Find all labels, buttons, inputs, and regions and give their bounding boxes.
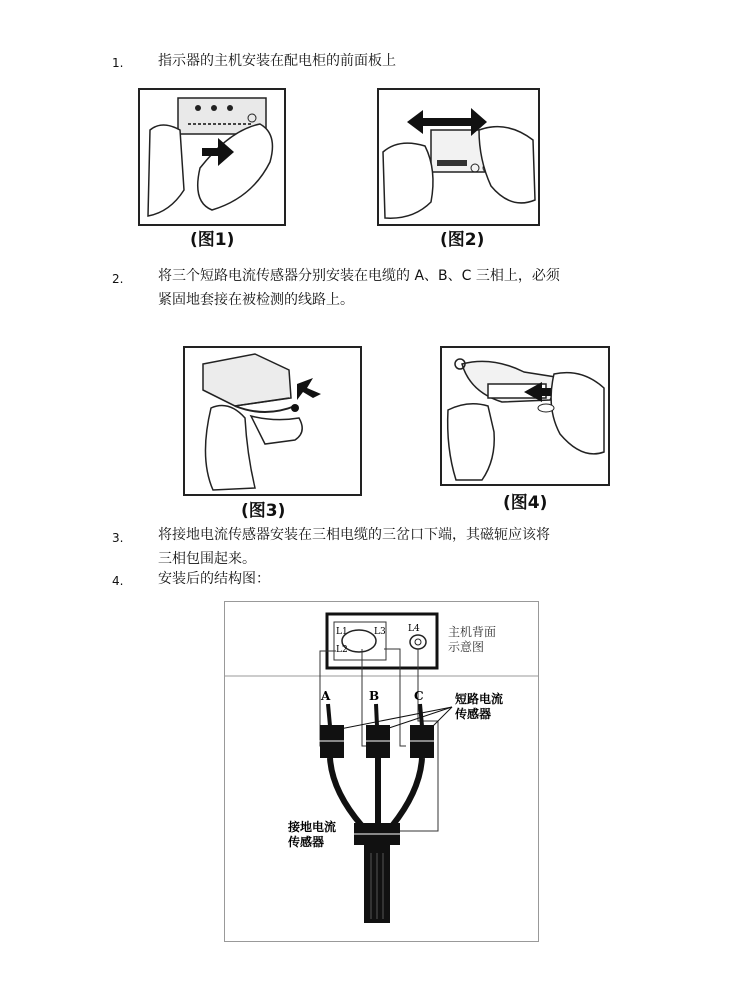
figure-3-photo [183,346,362,496]
step-2-text-line-2: 紧固地套接在被检测的线路上。 [158,292,354,308]
step-3-text-line-1: 将接地电流传感器安装在三相电缆的三岔口下端，其磁轭应该将 [158,527,550,543]
step-1-text: 指示器的主机安装在配电柜的前面板上 [158,53,396,69]
port-l2-label: L2 [336,645,348,655]
figure-4-caption: (图4) [503,493,548,513]
figure-2-caption: (图2) [440,230,485,250]
figure-4-photo [440,346,610,486]
port-l4-label: L4 [408,624,420,634]
figure-3-caption: (图3) [241,501,286,521]
step-1-number: 1. [112,56,124,70]
step-4-number: 4. [112,574,124,588]
structure-diagram [224,601,539,942]
ground-sensor-label-line-2: 传感器 [288,835,325,849]
short-sensor-label-line-2: 传感器 [455,707,492,721]
figure-2-photo [377,88,540,226]
port-l1-label: L1 [336,627,348,637]
panel-label-line-2: 示意图 [448,640,485,654]
step-2-text-line-1: 将三个短路电流传感器分别安装在电缆的 A、B、C 三相上，必须 [158,268,560,284]
phase-a-label: A [321,689,331,703]
phase-c-label: C [414,689,424,703]
port-l3-label: L3 [374,627,386,637]
ground-sensor-label-line-1: 接地电流 [288,820,337,834]
short-sensor-label-line-1: 短路电流 [455,692,504,706]
panel-label-line-1: 主机背面 [448,625,497,639]
figure-1-photo [138,88,286,226]
step-3-number: 3. [112,531,124,545]
figure-1-caption: (图1) [190,230,235,250]
step-4-text: 安装后的结构图： [158,571,270,587]
phase-b-label: B [369,689,380,703]
step-3-text-line-2: 三相包围起来。 [158,551,256,567]
step-2-number: 2. [112,272,124,286]
